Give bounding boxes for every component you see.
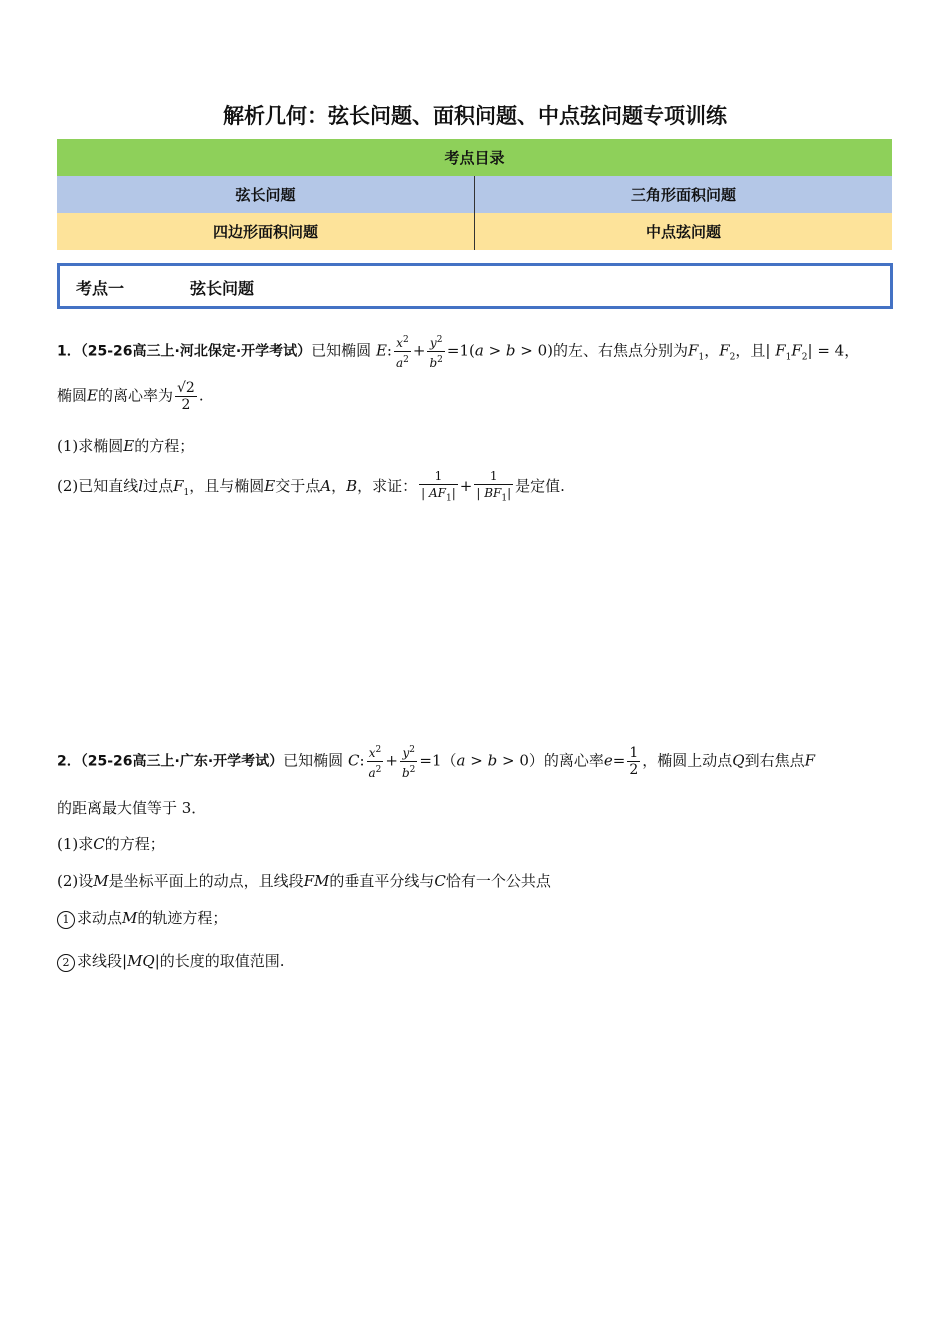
section-name: 弦长问题 — [190, 279, 255, 298]
toc-header: 考点目录 — [57, 139, 892, 176]
q2-sub2: 2 求线段|MQ|的长度的取值范围. — [57, 950, 285, 972]
q1-line2: 椭圆E的离心率为 $\frac{√2}{2}$ . — [57, 380, 204, 413]
toc-item: 四边形面积问题 — [57, 213, 475, 250]
section-heading — [57, 263, 893, 309]
q2-number: 2． — [57, 753, 81, 770]
q2-line2: 的距离最大值等于 3． — [57, 799, 207, 817]
q1-eccentricity: $\frac{√2}{2}$ — [176, 380, 195, 413]
q1-line1: 1．（25-26高三上·河北保定·开学考试）已知椭圆 E: $\frac{x^2}{a^2}$ + $\frac{y^2}{b^2}$ =1(a > b > 0)的左、右焦点分别为$F_1$，$F_2$，且| $F_1F_2| = 4$， — [57, 332, 859, 371]
toc-item: 中点弦问题 — [475, 213, 893, 250]
toc-item: 三角形面积问题 — [475, 176, 893, 213]
q2-frac-y: $\frac{y^2}{b^2}$ — [400, 742, 417, 781]
q1-source: （25-26高三上·河北保定·开学考试） — [80, 343, 312, 360]
q1-frac-y: $\frac{y^2}{b^2}$ — [427, 332, 444, 371]
toc-header-row — [57, 139, 892, 176]
q1-number: 1． — [57, 343, 81, 360]
q2-line1: 2．（25-26高三上·广东·开学考试）已知椭圆 C: $\frac{x^2}{a^2}$ + $\frac{y^2}{b^2}$ =1（a > b > 0）的离心率e= $\frac{1}{2}$ ，椭圆上动点Q到右焦点F — [57, 742, 815, 781]
section-label: 考点一 — [76, 279, 125, 298]
circled-number: 1 — [57, 911, 75, 929]
q1-frac-af: $\frac{1}{| AF_1|}$ — [421, 469, 456, 504]
q2-frac-x: $\frac{x^2}{a^2}$ — [367, 742, 384, 781]
toc-row — [57, 213, 892, 250]
q2-eccentricity: $\frac{1}{2}$ — [629, 745, 639, 778]
q2-sub1: 1 求动点M的轨迹方程； — [57, 907, 227, 929]
q2-source: （25-26高三上·广东·开学考试） — [80, 753, 284, 770]
q2-part2: (2)设M是坐标平面上的动点，且线段FM的垂直平分线与C恰有一个公共点 — [57, 872, 551, 890]
q1-part2: (2)已知直线l过点$F_1$，且与椭圆E交于点A，B，求证： $\frac{1}{| AF_1|}$ + $\frac{1}{| BF_1|}$ 是定值. — [57, 468, 565, 506]
q1-part1: (1)求椭圆E的方程； — [57, 437, 195, 455]
circled-number: 2 — [57, 954, 75, 972]
page-title: 解析几何：弦长问题、面积问题、中点弦问题专项训练 — [223, 104, 727, 128]
toc-item: 弦长问题 — [57, 176, 475, 213]
toc-table — [57, 139, 892, 250]
q2-part1: (1)求C的方程； — [57, 835, 165, 853]
q1-frac-x: $\frac{x^2}{a^2}$ — [394, 332, 411, 371]
q1-frac-bf: $\frac{1}{| BF_1|}$ — [476, 469, 512, 504]
toc-row — [57, 176, 892, 213]
